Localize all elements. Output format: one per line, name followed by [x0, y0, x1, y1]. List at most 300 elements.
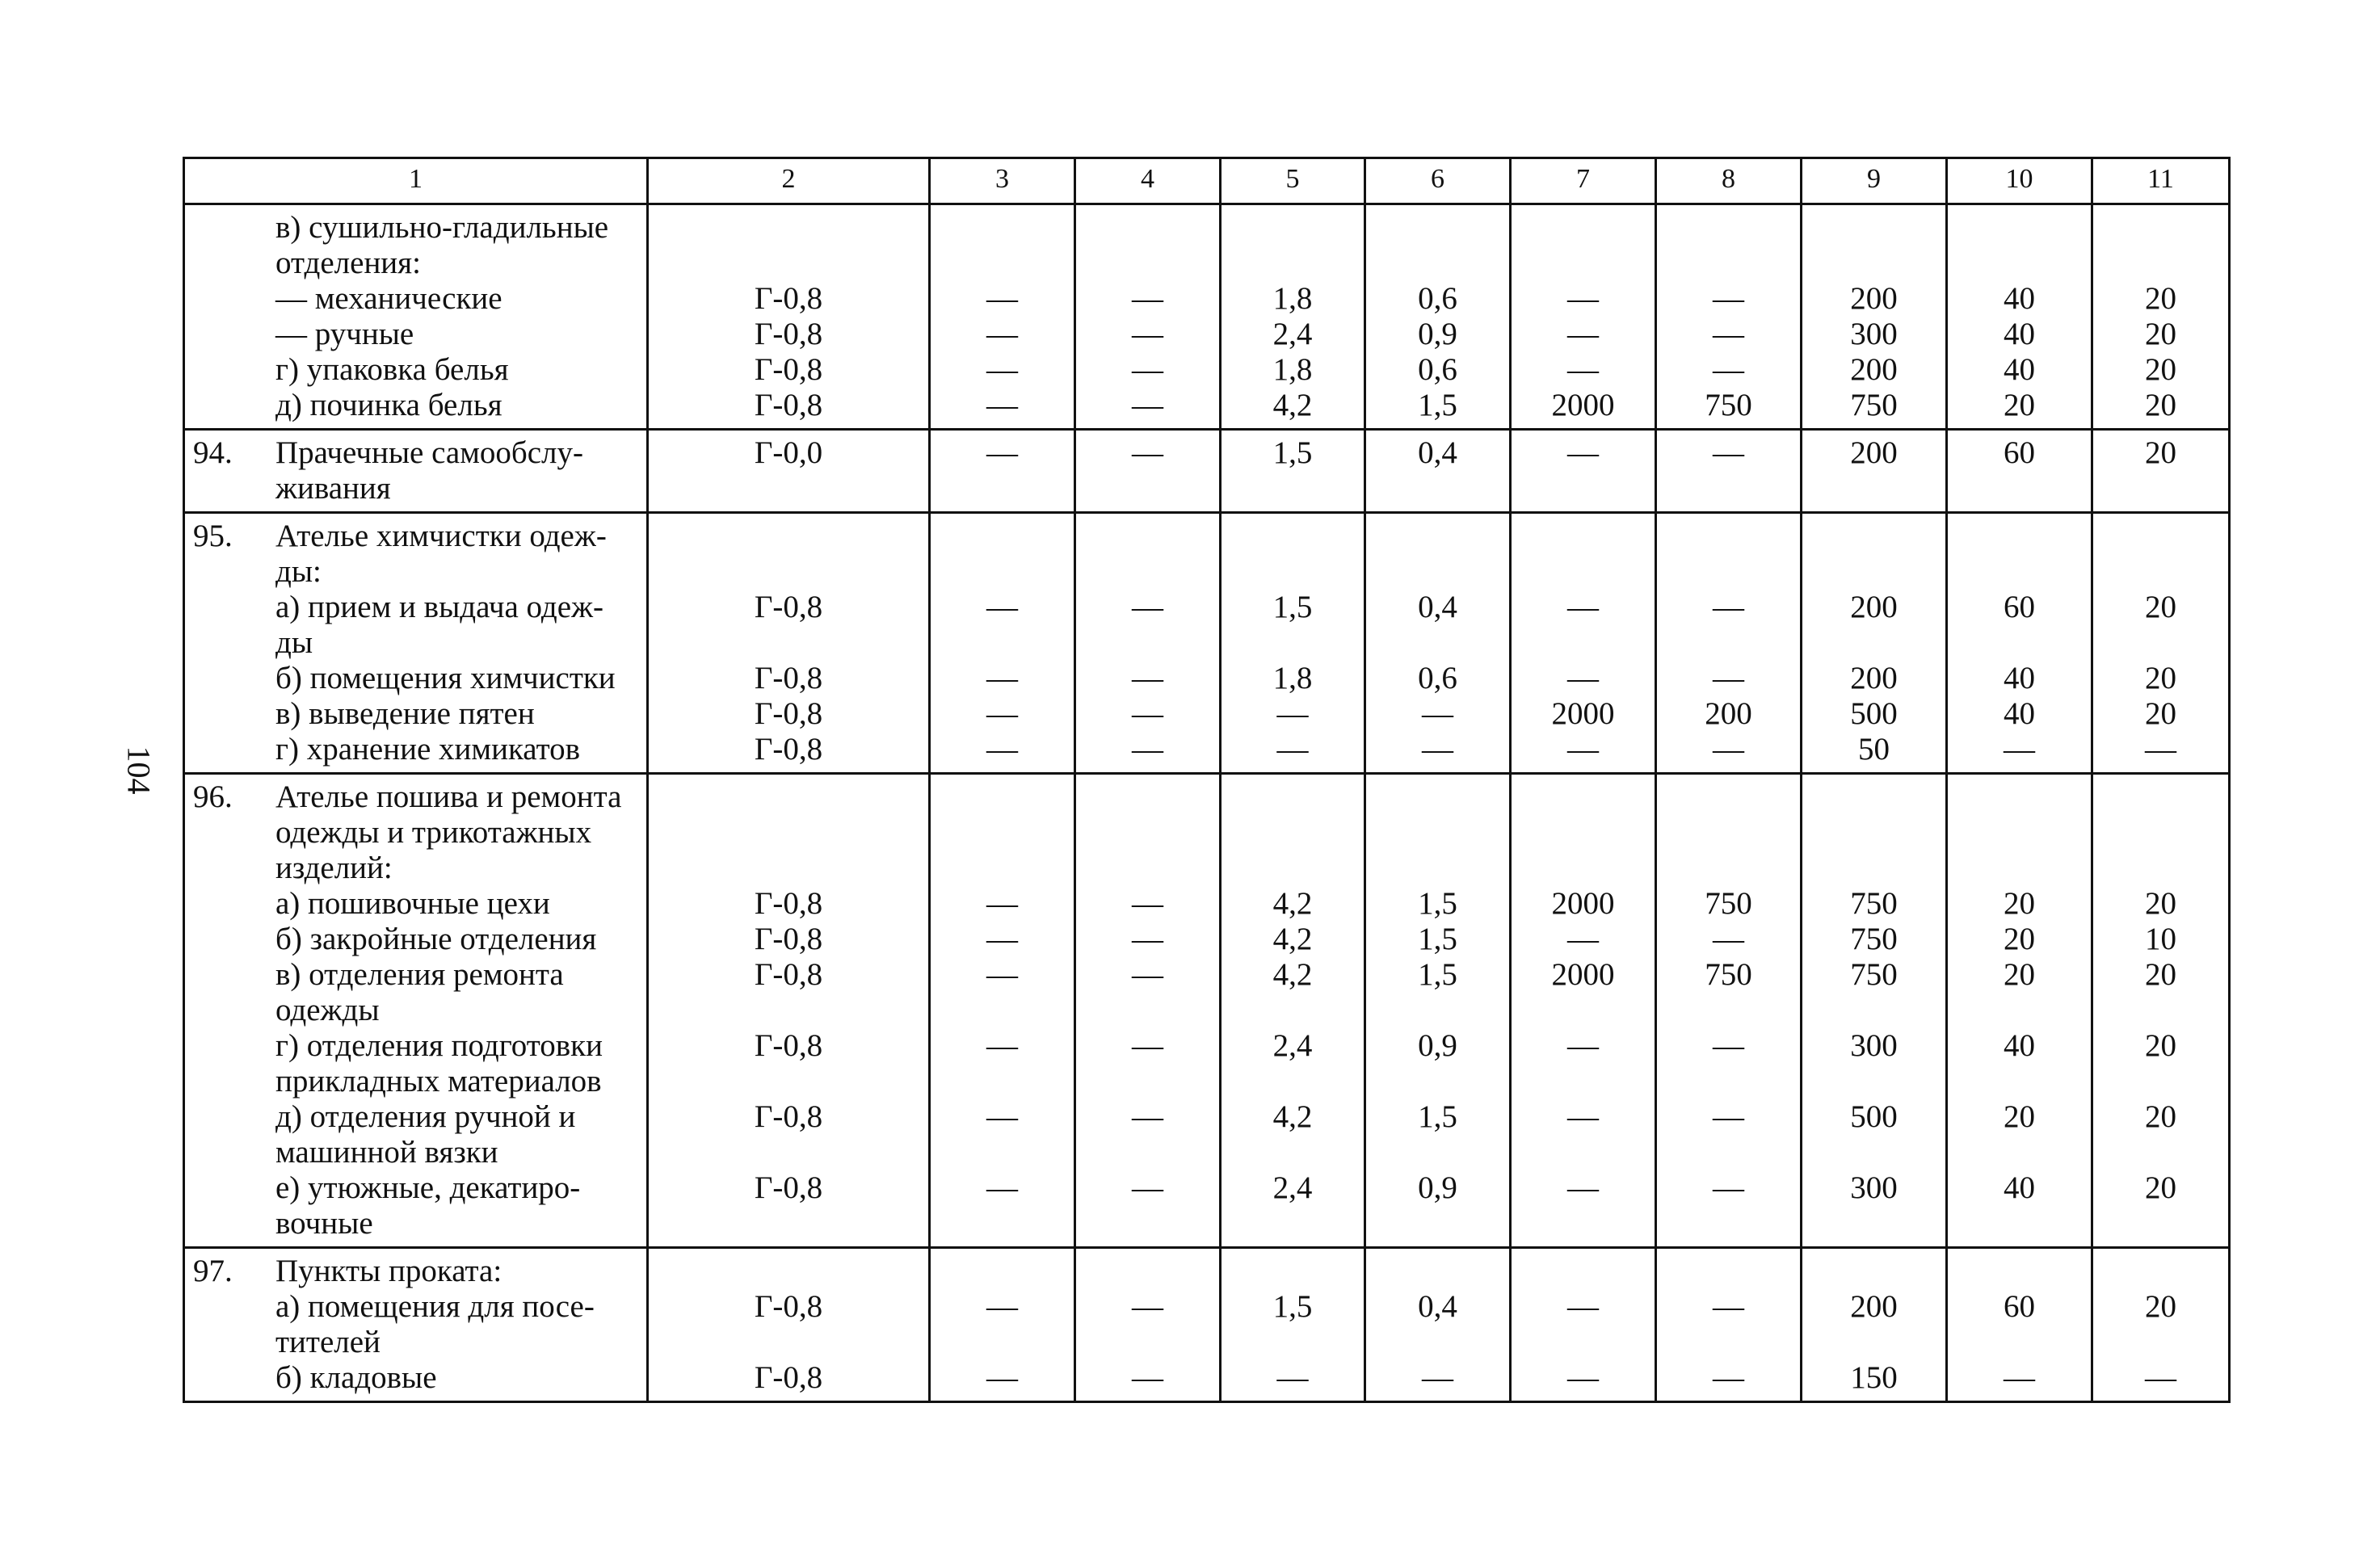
cell-value: 20	[2145, 281, 2176, 316]
cell-spacer	[1802, 1206, 1945, 1241]
cell-value	[1657, 210, 1800, 246]
cell-spacer	[1366, 246, 1509, 281]
value-cell-col-7	[1511, 430, 1656, 513]
cell-spacer	[931, 815, 1074, 851]
cell-value: —	[1713, 1360, 1744, 1395]
cell-value: —	[1132, 696, 1163, 731]
cell-value: 50	[1858, 732, 1890, 767]
cell-value: 0,4	[1418, 590, 1457, 624]
item-label-text: а) помещения для посе-	[275, 1289, 595, 1324]
cell-value: 20	[2145, 1170, 2176, 1205]
value-cell-col-9	[1802, 204, 1947, 430]
value-cell-col-5	[1221, 1248, 1365, 1402]
cell-value: —	[1132, 661, 1163, 695]
cell-value: 2000	[1551, 388, 1615, 422]
cell-spacer	[1076, 554, 1219, 590]
cell-value: —	[1276, 732, 1309, 767]
cell-spacer	[931, 851, 1074, 886]
cell-spacer	[1076, 815, 1219, 851]
value-cell-col-7	[1511, 513, 1656, 774]
cell-spacer	[2093, 1135, 2228, 1170]
cell-value: —	[1132, 352, 1163, 387]
cell-spacer	[1948, 1325, 2091, 1360]
cell-value: —	[2004, 732, 2035, 767]
cell-value: 20	[2145, 886, 2176, 921]
item-label-line	[193, 886, 641, 922]
item-label-line	[193, 281, 641, 317]
cell-value	[2093, 519, 2228, 554]
cell-spacer	[1366, 851, 1509, 886]
cell-value: 20	[2145, 696, 2176, 731]
cell-value: 2,4	[1272, 1170, 1313, 1205]
cell-spacer	[1802, 1325, 1945, 1360]
item-label-text: г) упаковка белья	[275, 352, 509, 387]
value-cell-col-5	[1221, 430, 1365, 513]
value-cell-col-9	[1802, 430, 1947, 513]
value-cell-col-7	[1511, 204, 1656, 430]
cell-value	[1948, 519, 2091, 554]
cell-spacer	[649, 246, 928, 281]
cell-value: —	[986, 1099, 1018, 1134]
cell-value: —	[986, 1360, 1018, 1395]
cell-spacer	[1222, 246, 1364, 281]
table-row	[184, 513, 2230, 774]
cell-value: —	[1567, 732, 1599, 767]
cell-value: 0,9	[1418, 1028, 1457, 1063]
cell-spacer	[1366, 1135, 1509, 1170]
value-cell-col-2	[648, 204, 930, 430]
cell-spacer	[1076, 625, 1219, 661]
cell-value	[1657, 519, 1800, 554]
item-label-line	[193, 1325, 641, 1360]
item-label-line	[193, 1254, 641, 1289]
cell-value: —	[986, 732, 1018, 767]
cell-spacer	[2093, 1206, 2228, 1241]
item-label-line	[193, 993, 641, 1028]
cell-value: 500	[1850, 1099, 1898, 1134]
cell-value	[1512, 210, 1655, 246]
item-label-cell	[184, 774, 648, 1248]
item-label-line	[193, 246, 641, 281]
cell-value	[1366, 1254, 1509, 1289]
cell-spacer	[649, 851, 928, 886]
cell-value: 1,5	[1272, 590, 1313, 624]
cell-spacer	[1366, 554, 1509, 590]
value-cell-col-5	[1221, 513, 1365, 774]
cell-spacer	[1657, 993, 1800, 1028]
cell-value: 20	[2145, 388, 2176, 422]
cell-value: —	[1567, 1099, 1599, 1134]
cell-value: 200	[1850, 281, 1898, 316]
cell-value: 60	[2004, 1289, 2035, 1324]
cell-spacer	[1948, 625, 2091, 661]
cell-value: 0,9	[1418, 1170, 1457, 1205]
cell-value	[1222, 1254, 1364, 1289]
item-label-text: тителей	[275, 1325, 381, 1359]
cell-value: 20	[2004, 957, 2035, 992]
cell-value: 750	[1705, 886, 1752, 921]
item-label-text: машинной вязки	[275, 1135, 498, 1170]
item-label-text: г) хранение химикатов	[275, 732, 581, 767]
cell-value	[649, 1254, 928, 1289]
cell-value: 20	[2145, 435, 2176, 470]
item-number: 95.	[193, 519, 233, 553]
column-number-2: 2	[648, 158, 930, 204]
item-label-line	[193, 317, 641, 352]
item-label-line	[193, 554, 641, 590]
cell-value: Г-0,8	[754, 1289, 823, 1324]
cell-value: 750	[1850, 886, 1898, 921]
cell-value: 750	[1850, 388, 1898, 422]
cell-value: —	[986, 435, 1018, 470]
value-cell-col-3	[930, 513, 1075, 774]
value-cell-col-10	[1947, 1248, 2092, 1402]
table-row	[184, 774, 2230, 1248]
cell-value: —	[986, 1028, 1018, 1063]
cell-spacer	[1512, 1064, 1655, 1099]
item-label-text: в) выведение пятен	[275, 696, 535, 731]
cell-value: —	[1713, 1170, 1744, 1205]
cell-spacer	[1076, 1135, 1219, 1170]
cell-spacer	[649, 1064, 928, 1099]
cell-spacer	[1366, 993, 1509, 1028]
value-cell-col-10	[1947, 430, 2092, 513]
table-row	[184, 204, 2230, 430]
value-cell-col-3	[930, 1248, 1075, 1402]
cell-value: —	[1713, 281, 1744, 316]
cell-value: 20	[2145, 1028, 2176, 1063]
cell-spacer	[649, 471, 928, 506]
item-label-cell	[184, 204, 648, 430]
cell-value: 20	[2145, 1099, 2176, 1134]
cell-value	[1222, 210, 1364, 246]
item-label-line	[193, 1289, 641, 1325]
column-number-10: 10	[1947, 158, 2092, 204]
value-cell-col-2	[648, 774, 930, 1248]
cell-value: —	[986, 886, 1018, 921]
value-cell-col-4	[1075, 774, 1221, 1248]
cell-value: —	[1132, 886, 1163, 921]
cell-spacer	[931, 246, 1074, 281]
cell-value: —	[986, 696, 1018, 731]
value-cell-col-8	[1656, 1248, 1802, 1402]
column-number-4: 4	[1075, 158, 1221, 204]
cell-spacer	[1076, 246, 1219, 281]
cell-value: —	[1132, 732, 1163, 767]
cell-spacer	[1948, 1206, 2091, 1241]
cell-value	[1802, 519, 1945, 554]
item-label-line	[193, 661, 641, 696]
cell-value: 150	[1850, 1360, 1898, 1395]
cell-spacer	[649, 1325, 928, 1360]
cell-value: 2,4	[1272, 1028, 1313, 1063]
cell-value: 2000	[1551, 696, 1615, 731]
cell-value: Г-0,8	[754, 696, 823, 731]
cell-spacer	[1802, 1064, 1945, 1099]
cell-value: —	[1132, 1289, 1163, 1324]
cell-value: —	[2145, 732, 2176, 767]
cell-value	[2093, 1254, 2228, 1289]
page-number: 104	[120, 746, 158, 795]
cell-value: 40	[2004, 1170, 2035, 1205]
cell-spacer	[1222, 471, 1364, 506]
cell-spacer	[1512, 815, 1655, 851]
cell-value: 0,6	[1418, 281, 1457, 316]
value-cell-col-10	[1947, 774, 2092, 1248]
cell-value: —	[1567, 922, 1599, 956]
item-label-text: ды	[275, 625, 313, 660]
cell-value: 200	[1850, 590, 1898, 624]
cell-value: —	[986, 388, 1018, 422]
cell-value: 40	[2004, 281, 2035, 316]
item-number: 97.	[193, 1254, 233, 1288]
cell-spacer	[1948, 471, 2091, 506]
cell-spacer	[931, 625, 1074, 661]
cell-value: —	[1276, 696, 1309, 731]
cell-spacer	[1657, 1325, 1800, 1360]
cell-spacer	[1366, 815, 1509, 851]
cell-value: —	[986, 352, 1018, 387]
value-cell-col-3	[930, 204, 1075, 430]
cell-spacer	[1657, 625, 1800, 661]
item-label-text: б) кладовые	[275, 1360, 437, 1395]
item-label-line	[193, 1099, 641, 1135]
cell-spacer	[931, 993, 1074, 1028]
value-cell-col-11	[2092, 204, 2230, 430]
cell-value: Г-0,8	[754, 317, 823, 351]
cell-value	[931, 779, 1074, 815]
column-number-6: 6	[1365, 158, 1511, 204]
cell-spacer	[649, 554, 928, 590]
item-label-line	[193, 1135, 641, 1170]
cell-spacer	[1657, 1064, 1800, 1099]
cell-value	[1366, 779, 1509, 815]
item-label-line	[193, 1206, 641, 1241]
cell-value: Г-0,8	[754, 1170, 823, 1205]
cell-spacer	[1512, 851, 1655, 886]
cell-value: Г-0,8	[754, 590, 823, 624]
cell-value: 2000	[1551, 957, 1615, 992]
cell-spacer	[2093, 471, 2228, 506]
item-label-cell	[184, 513, 648, 774]
item-label-cell	[184, 430, 648, 513]
item-label-line	[193, 696, 641, 732]
table-row	[184, 430, 2230, 513]
value-cell-col-2	[648, 430, 930, 513]
cell-spacer	[1948, 1064, 2091, 1099]
item-label-text: д) починка белья	[275, 388, 502, 422]
value-cell-col-4	[1075, 1248, 1221, 1402]
cell-value: —	[1567, 590, 1599, 624]
cell-value: —	[1276, 1360, 1309, 1395]
cell-value	[1076, 210, 1219, 246]
item-label-text: отделения:	[275, 246, 421, 280]
cell-value: Г-0,8	[754, 281, 823, 316]
cell-value: —	[986, 1289, 1018, 1324]
cell-spacer	[649, 993, 928, 1028]
cell-value: 1,5	[1272, 435, 1313, 470]
cell-value	[1512, 779, 1655, 815]
item-label-text: Ателье пошива и ремонта	[275, 779, 622, 814]
cell-spacer	[1657, 1206, 1800, 1241]
value-cell-col-2	[648, 1248, 930, 1402]
cell-value	[1948, 779, 2091, 815]
item-label-text: а) прием и выдача одеж-	[275, 590, 603, 624]
cell-value: 1,5	[1418, 922, 1457, 956]
cell-spacer	[2093, 1064, 2228, 1099]
item-label-text: ды:	[275, 554, 322, 589]
cell-spacer	[1512, 1206, 1655, 1241]
cell-spacer	[1512, 993, 1655, 1028]
cell-spacer	[1512, 471, 1655, 506]
cell-value: Г-0,8	[754, 388, 823, 422]
cell-value: —	[1713, 1028, 1744, 1063]
cell-spacer	[2093, 554, 2228, 590]
item-label-line	[193, 851, 641, 886]
cell-spacer	[1076, 1325, 1219, 1360]
cell-value: 1,8	[1272, 661, 1313, 695]
item-label-text: изделий:	[275, 851, 393, 885]
cell-spacer	[1512, 1135, 1655, 1170]
cell-value: 1,5	[1418, 886, 1457, 921]
cell-value: —	[1713, 435, 1744, 470]
cell-value: 40	[2004, 1028, 2035, 1063]
cell-value	[1366, 519, 1509, 554]
cell-spacer	[1222, 851, 1364, 886]
cell-value: 200	[1850, 352, 1898, 387]
cell-spacer	[931, 1206, 1074, 1241]
cell-value: 20	[2145, 590, 2176, 624]
cell-value: —	[986, 922, 1018, 956]
cell-spacer	[1222, 815, 1364, 851]
value-cell-col-4	[1075, 430, 1221, 513]
item-label-text: е) утюжные, декатиро-	[275, 1170, 581, 1205]
cell-value: —	[986, 590, 1018, 624]
item-label-line	[193, 625, 641, 661]
cell-value	[1802, 1254, 1945, 1289]
cell-value: 4,2	[1272, 957, 1313, 992]
cell-value	[1222, 519, 1364, 554]
cell-value: 4,2	[1272, 388, 1313, 422]
item-label-line	[193, 732, 641, 767]
cell-value: —	[1132, 281, 1163, 316]
cell-spacer	[1222, 1325, 1364, 1360]
value-cell-col-4	[1075, 513, 1221, 774]
cell-value	[1512, 1254, 1655, 1289]
value-cell-col-6	[1365, 204, 1511, 430]
cell-value: —	[1567, 281, 1599, 316]
cell-value	[2093, 210, 2228, 246]
cell-value	[1512, 519, 1655, 554]
cell-spacer	[1802, 471, 1945, 506]
cell-value: —	[1567, 1028, 1599, 1063]
item-label-line	[193, 1028, 641, 1064]
cell-spacer	[2093, 1325, 2228, 1360]
cell-value: —	[1132, 1360, 1163, 1395]
value-cell-col-9	[1802, 1248, 1947, 1402]
item-label-line	[193, 1170, 641, 1206]
cell-value: —	[1567, 352, 1599, 387]
cell-value: —	[1713, 922, 1744, 956]
cell-value: —	[1713, 590, 1744, 624]
cell-value: 500	[1850, 696, 1898, 731]
cell-spacer	[1802, 625, 1945, 661]
item-label-text: в) сушильно-гладильные	[275, 210, 609, 245]
cell-value: 1,8	[1272, 281, 1313, 316]
cell-value	[931, 1254, 1074, 1289]
value-cell-col-6	[1365, 513, 1511, 774]
cell-value: 750	[1705, 957, 1752, 992]
value-cell-col-11	[2092, 513, 2230, 774]
cell-spacer	[1657, 246, 1800, 281]
cell-spacer	[649, 815, 928, 851]
value-cell-col-11	[2092, 1248, 2230, 1402]
item-label-line	[193, 435, 641, 471]
cell-value: —	[986, 661, 1018, 695]
cell-spacer	[931, 1325, 1074, 1360]
item-label-cell	[184, 1248, 648, 1402]
cell-value: 750	[1850, 922, 1898, 956]
cell-spacer	[931, 1064, 1074, 1099]
cell-spacer	[931, 471, 1074, 506]
item-label-text: одежды	[275, 993, 380, 1027]
item-label-text: живания	[275, 471, 391, 506]
cell-spacer	[1366, 1064, 1509, 1099]
cell-value: 200	[1850, 661, 1898, 695]
cell-value: Г-0,8	[754, 732, 823, 767]
cell-value	[1076, 1254, 1219, 1289]
cell-spacer	[2093, 246, 2228, 281]
cell-value: Г-0,8	[754, 1360, 823, 1395]
value-cell-col-10	[1947, 204, 2092, 430]
cell-value: —	[1132, 922, 1163, 956]
cell-spacer	[1657, 851, 1800, 886]
cell-spacer	[1657, 554, 1800, 590]
value-cell-col-6	[1365, 1248, 1511, 1402]
cell-value: 200	[1705, 696, 1752, 731]
cell-value: 2000	[1551, 886, 1615, 921]
cell-value: —	[1132, 957, 1163, 992]
cell-value: —	[1132, 590, 1163, 624]
cell-value: —	[986, 957, 1018, 992]
cell-value: 200	[1850, 435, 1898, 470]
cell-value: Г-0,8	[754, 352, 823, 387]
value-cell-col-7	[1511, 774, 1656, 1248]
norms-table	[183, 157, 2231, 1403]
cell-value: —	[2145, 1360, 2176, 1395]
cell-value: —	[1132, 1099, 1163, 1134]
cell-spacer	[1802, 815, 1945, 851]
cell-spacer	[1222, 1206, 1364, 1241]
cell-spacer	[1222, 554, 1364, 590]
cell-spacer	[1366, 1206, 1509, 1241]
cell-value: —	[1713, 661, 1744, 695]
cell-spacer	[931, 1135, 1074, 1170]
cell-value: 300	[1850, 1028, 1898, 1063]
cell-spacer	[1222, 625, 1364, 661]
value-cell-col-5	[1221, 204, 1365, 430]
cell-value: Г-0,8	[754, 922, 823, 956]
value-cell-col-9	[1802, 513, 1947, 774]
cell-value	[1657, 1254, 1800, 1289]
value-cell-col-7	[1511, 1248, 1656, 1402]
cell-spacer	[2093, 815, 2228, 851]
cell-spacer	[1948, 554, 2091, 590]
cell-value: Г-0,8	[754, 886, 823, 921]
cell-value: Г-0,8	[754, 661, 823, 695]
cell-value: —	[986, 281, 1018, 316]
item-label-line	[193, 471, 641, 506]
